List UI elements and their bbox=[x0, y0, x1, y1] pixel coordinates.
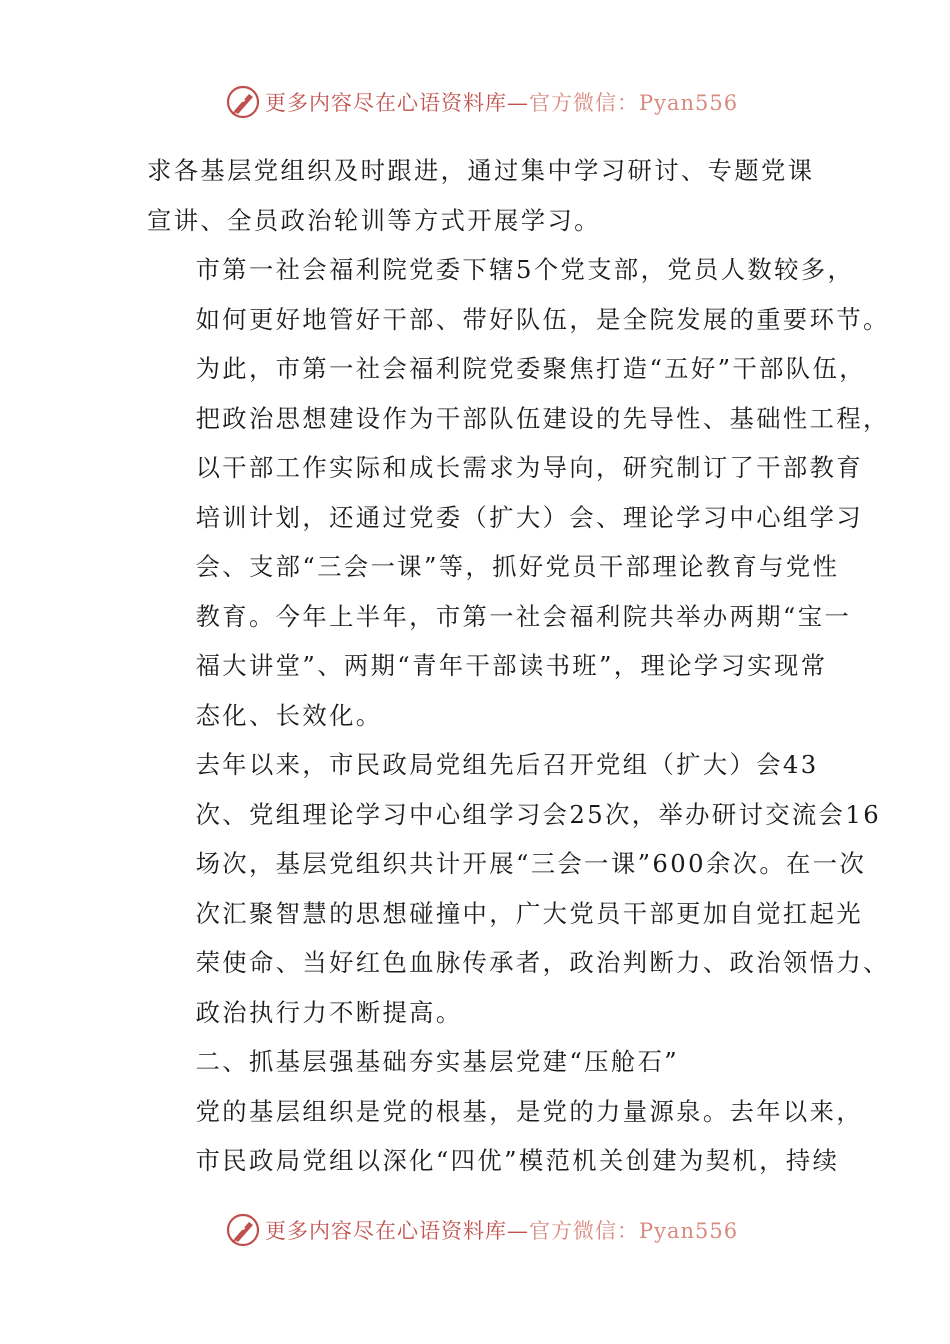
paragraph-welfare-institute bbox=[147, 245, 890, 740]
header-wechat-label: 官方微信： bbox=[529, 91, 639, 115]
footer-banner-text bbox=[265, 1215, 738, 1245]
footer-dash: — bbox=[507, 1219, 529, 1243]
footer-site-text: 更多内容尽在心语资料库 bbox=[265, 1219, 507, 1243]
document-body bbox=[147, 146, 890, 1186]
text-line: 培训计划，还通过党委（扩大）会、理论学习中心组学习 bbox=[195, 502, 864, 532]
pen-logo-icon bbox=[225, 84, 261, 120]
text-line: 二、抓基层强基础夯实基层党建“压舱石” bbox=[195, 1047, 680, 1076]
text-line: 如何更好地管好干部、带好队伍，是全院发展的重要环节。 bbox=[195, 304, 890, 334]
paragraph-grassroots bbox=[147, 1087, 864, 1186]
text-line: 宣讲、全员政治轮训等方式开展学习。 bbox=[147, 205, 601, 235]
text-line: 为此，市第一社会福利院党委聚焦打造“五好”干部队伍， bbox=[195, 354, 866, 383]
text-line: 政治执行力不断提高。 bbox=[195, 997, 463, 1027]
text-line: 次汇聚智慧的思想碰撞中，广大党员干部更加自觉扛起光 bbox=[195, 898, 864, 928]
text-line: 荣使命、当好红色血脉传承者，政治判断力、政治领悟力、 bbox=[195, 948, 890, 977]
paragraph-continuation bbox=[147, 146, 815, 245]
header-site-text: 更多内容尽在心语资料库 bbox=[265, 91, 507, 115]
text-line: 党的基层组织是党的根基，是党的力量源泉。去年以来， bbox=[195, 1096, 864, 1126]
text-line: 会、支部“三会一课”等，抓好党员干部理论教育与党性 bbox=[195, 552, 840, 581]
header-banner-text bbox=[265, 87, 738, 117]
footer-banner bbox=[225, 1210, 745, 1250]
text-line: 把政治思想建设作为干部队伍建设的先导性、基础性工程， bbox=[195, 403, 890, 433]
text-line: 市第一社会福利院党委下辖5个党支部，党员人数较多， bbox=[195, 255, 855, 284]
text-line: 以干部工作实际和成长需求为导向，研究制订了干部教育 bbox=[195, 453, 864, 482]
text-line: 市民政局党组以深化“四优”模范机关创建为契机，持续 bbox=[195, 1146, 840, 1175]
pen-logo-icon bbox=[225, 1212, 261, 1248]
text-line: 态化、长效化。 bbox=[195, 700, 383, 730]
header-dash: — bbox=[507, 91, 529, 115]
text-line: 教育。今年上半年，市第一社会福利院共举办两期“宝一 bbox=[195, 601, 852, 631]
section-heading-two bbox=[147, 1037, 812, 1087]
text-line: 去年以来，市民政局党组先后召开党组（扩大）会43 bbox=[195, 750, 819, 779]
header-wechat-id: Pyan556 bbox=[639, 91, 739, 115]
text-line: 场次，基层党组织共计开展“三会一课”600余次。在一次 bbox=[195, 849, 867, 878]
footer-wechat-id: Pyan556 bbox=[639, 1219, 739, 1243]
footer-wechat-label: 官方微信： bbox=[529, 1219, 639, 1243]
text-line: 福大讲堂”、两期“青年干部读书班”，理论学习实现常 bbox=[195, 651, 828, 680]
paragraph-civil-affairs-stats bbox=[147, 740, 890, 1037]
text-line: 次、党组理论学习中心组学习会25次，举办研讨交流会16 bbox=[195, 799, 882, 829]
text-line: 求各基层党组织及时跟进，通过集中学习研讨、专题党课 bbox=[147, 156, 815, 185]
header-banner bbox=[225, 82, 745, 122]
